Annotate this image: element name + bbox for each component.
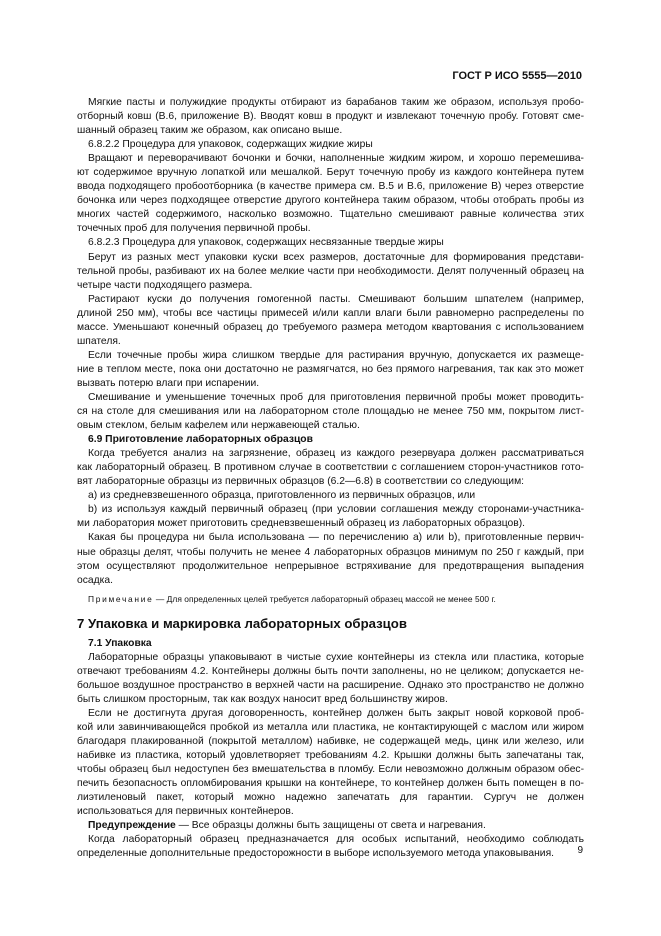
text-line: осадка.: [77, 574, 113, 586]
page-number: 9: [577, 845, 583, 856]
text-line: тельной пробы, разбивают их на более мелкие части при необходимости. Делят полученный образец на: [77, 265, 584, 277]
paragraph-packaging: [77, 651, 584, 707]
text-line: шанный образец таким же образом, как описано выше.: [77, 125, 343, 137]
section-7-1-heading: 7.1 Упаковка: [88, 637, 152, 649]
text-line: как лабораторный образец. В противном случае в соответствии с соглашением сторон-участников гото-: [77, 462, 584, 474]
paragraph-paste: [77, 293, 584, 349]
warning: [77, 819, 584, 833]
text-line: ми лаборатория может приготовить средневзвешенный образец из лабораторных образцов).: [77, 518, 526, 530]
text-line: лиэтиленовый пакет, который можно надежно запечатать для гарантии. Сургуч не должен: [77, 792, 584, 804]
text-line: b) из используя каждый первичный образец (при условии соглашения между сторонами-участника-: [88, 504, 584, 516]
warning-text: — Все образцы должны быть защищены от света и нагревания.: [175, 820, 486, 832]
text-line: ввода подходящего пробоотборника (в качестве примера см. В.5 и В.6, приложение В) через отверстие: [77, 181, 584, 193]
text-line: печить безопасность опломбирования крышки на контейнере, то контейнер должен быть помещен в по-: [77, 778, 584, 790]
text-line: ные образцы делят, чтобы получить не менее 4 лабораторных образцов минимум по 250 г каждый, при: [77, 546, 584, 558]
text-line: овым стеклом, белым кафелем или нержавеющей сталью.: [77, 420, 360, 432]
text-line: массе. Уменьшают конечный образец до требуемого размера методом квартования с использованием: [77, 321, 584, 333]
text-line: бочонка или через подходящее отверстие другого контейнера таким образом, чтобы отобрать пробы из: [77, 195, 584, 207]
text-line: Если точечные пробы жира слишком твердые для растирания вручную, допускается их размеще-: [88, 349, 584, 361]
note-text: — Для определенных целей требуется лабораторный образец массой не менее 500 г.: [153, 593, 496, 604]
text-line: ние в теплом месте, пока они достаточно не размягчатся, но без прямого нагревания, так как это может: [77, 363, 584, 375]
subsection-6-8-2-2: 6.8.2.2 Процедура для упаковок, содержащих жидкие жиры: [88, 139, 373, 151]
text-line: многих частей содержимого, насколько возможно. Тщательно смешивают равные количества этих: [77, 209, 584, 221]
paragraph-procedure: [77, 531, 584, 587]
subsection-6-8-2-3: 6.8.2.3 Процедура для упаковок, содержащих несвязанные твердые жиры: [88, 237, 444, 249]
text-line: шпателя.: [77, 335, 121, 347]
note: [77, 592, 584, 606]
text-line: кой или завинчивающейся пробкой из металла или пластика, не контактирующей с маслом или жиром: [77, 721, 584, 733]
text-line: Берут из разных мест упаковки куски всех размеров, достаточные для формирования представи-: [88, 251, 584, 263]
paragraph-lab-samples: [77, 447, 584, 489]
note-label: Примечание: [88, 593, 154, 604]
paragraph-soft-pastes: [77, 96, 584, 138]
text-line: Если не достигнута другая договоренность, контейнер должен быть закрыт новой корковой проб-: [88, 707, 584, 719]
text-line: отвечают требованиям 4.2. Контейнеры должны быть почти заполнены, но не целиком; допускается не-: [77, 665, 584, 677]
text-line: четыре части подходящего размера.: [77, 279, 253, 291]
text-line: благодаря плакированной (покрытой металлом) набивке, не содержащей медь, цинк или железо, или: [77, 736, 584, 748]
paragraph-special-tests: [77, 833, 584, 861]
section-7-heading: 7 Упаковка и маркировка лабораторных образцов: [77, 615, 407, 631]
text-line: быть слишком просторным, так как воздух наносит вред большинству жиров.: [77, 693, 448, 705]
text-line: набивке из пластика, который удовлетворяет требованиям 4.2. Крышки должны быть запечатаны так,: [77, 750, 584, 762]
section-6-9-heading: 6.9 Приготовление лабораторных образцов: [88, 434, 313, 446]
text-line: Мягкие пасты и полужидкие продукты отбирают из барабанов таким же образом, используя пробо-: [88, 97, 584, 108]
list-item-a: a) из средневзвешенного образца, приготовленного из первичных образцов, или: [88, 490, 476, 502]
text-line: определенные дополнительные предосторожности в выборе используемого метода упаковывания.: [77, 848, 554, 860]
warning-label: Предупреждение: [88, 820, 176, 832]
paragraph-solid-fats: [77, 251, 584, 293]
text-line: Смешивание и уменьшение точечных проб для приготовления первичной пробы может проводить-: [88, 391, 584, 403]
text-line: этом осуществляют продолжительное непрерывное встряхивание для предотвращения выпадения: [77, 560, 584, 572]
text-line: Какая бы процедура ни была использована — по перечислению a) или b), приготовленные первич-: [88, 532, 584, 544]
text-line: Растирают куски до получения гомогенной пасты. Смешивают большим шпателем (например,: [88, 293, 584, 305]
text-line: ют содержимое вручную лопаткой или мешалкой. Берут точечную пробу из каждого контейнера путем: [77, 167, 584, 179]
text-line: ся на столе для смешивания или на лабораторном столе площадью не менее 750 мм, покрытом лист-: [77, 406, 584, 418]
text-line: Когда лабораторный образец предназначается для особых испытаний, необходимо соблюдать: [88, 834, 584, 846]
paragraph-closure: [77, 707, 584, 819]
document-body: [77, 96, 584, 861]
text-line: Когда требуется анализ на загрязнение, образец из каждого резервуара должен рассматриваться: [88, 448, 584, 460]
text-line: чтобы образец был недоступен без вмешательства в пломбу. Если невозможно должным образом обес-: [77, 764, 584, 776]
text-line: отборный ковш (В.6, приложение В). Вводят ковш в продукт и извлекают точечную пробу. Готовят сме-: [77, 111, 584, 123]
text-line: точечных проб для получения первичной пробы.: [77, 223, 311, 235]
list-item-b: [77, 503, 584, 531]
text-line: большое воздушное пространство в верхней части на расширение. Однако это пространство не должно: [77, 679, 584, 691]
text-line: вят лабораторные образцы из первичных образцов (6.2—6.8) в соответствии со следующим:: [77, 476, 525, 488]
text-line: Вращают и переворачивают бочонки и бочки, наполненные жидким жиром, и хорошо перемешива-: [88, 153, 584, 165]
text-line: длиной 250 мм), чтобы все частицы примесей и/или капли влаги были равномерно распределены по: [77, 307, 584, 319]
paragraph-hard-samples: [77, 349, 584, 391]
paragraph-liquid-fats: [77, 152, 584, 236]
text-line: вызвать потерю влаги при испарении.: [77, 377, 260, 389]
standard-header: ГОСТ Р ИСО 5555—2010: [452, 70, 582, 82]
text-line: использоваться для первичных контейнеров.: [77, 806, 294, 818]
paragraph-mixing: [77, 391, 584, 433]
text-line: Лабораторные образцы упаковывают в чистые сухие контейнеры из стекла или пластика, которые: [88, 651, 584, 663]
